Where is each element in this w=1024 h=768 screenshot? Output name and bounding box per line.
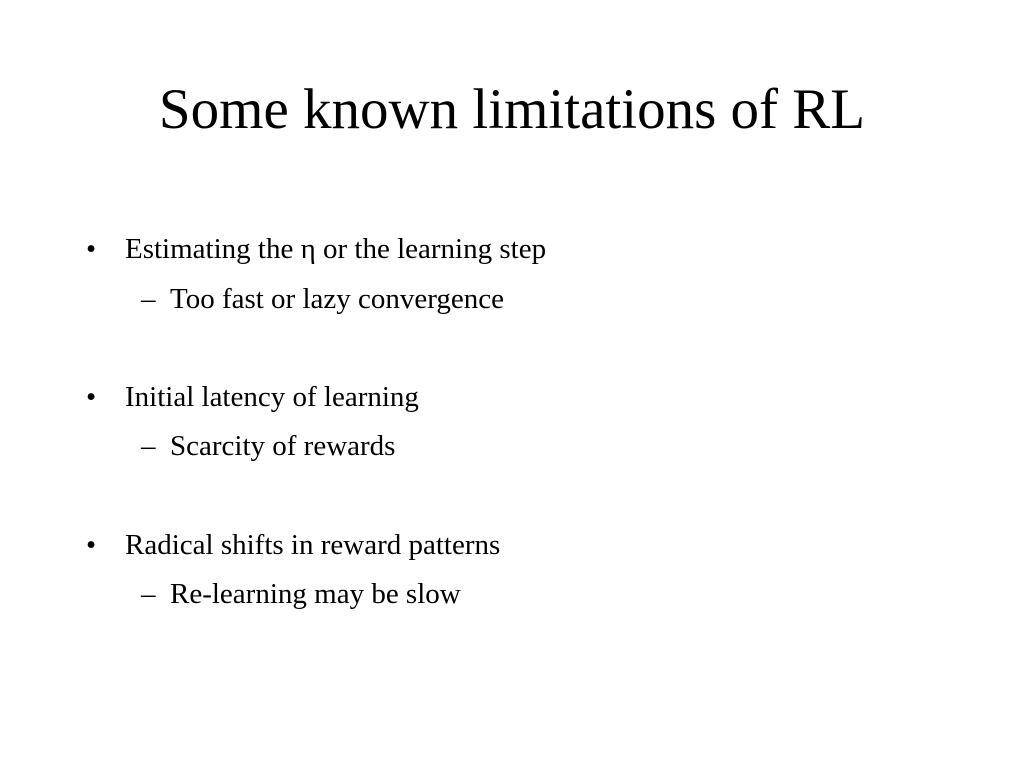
bullet-text: Initial latency of learning (125, 381, 419, 413)
slide-title: Some known limitations of RL (158, 78, 866, 141)
dash-marker: – (141, 430, 156, 462)
bullet-marker: • (86, 529, 97, 561)
dash-marker: – (141, 283, 156, 315)
sub-bullet-text: Re-learning may be slow (170, 578, 461, 610)
bullet-text: Radical shifts in reward patterns (125, 529, 501, 561)
bullet-marker: • (86, 381, 97, 413)
dash-marker: – (141, 578, 156, 610)
sub-bullet-text: Too fast or lazy convergence (170, 283, 505, 315)
sub-bullet-text: Scarcity of rewards (170, 430, 396, 462)
bullet-marker: • (86, 233, 97, 265)
bullet-text: Estimating the η or the learning step (125, 233, 547, 265)
